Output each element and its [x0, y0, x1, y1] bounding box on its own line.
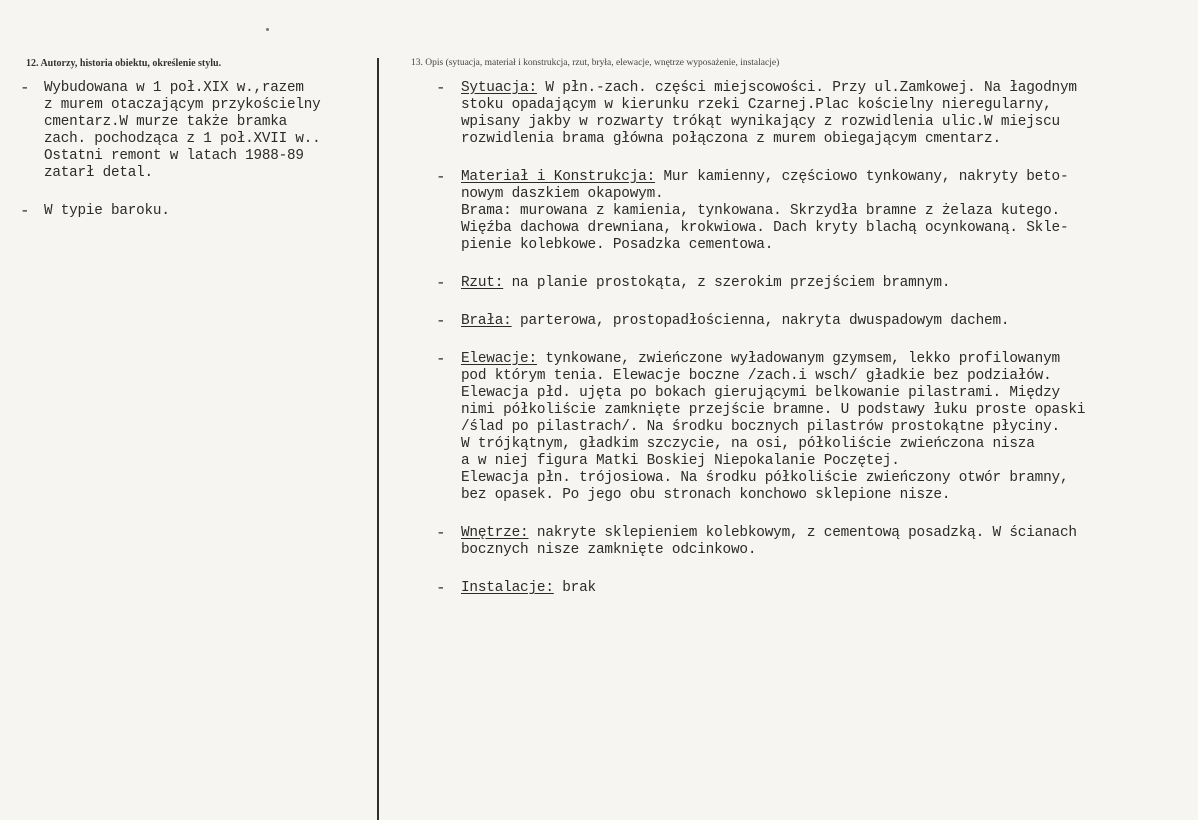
text-line: Ostatni remont w latach 1988-89 — [44, 148, 304, 164]
text-line: Elewacja płn. trójosiowa. Na środku półkoliście zwieńczony otwór bramny, — [461, 470, 1069, 486]
bullet-dash: - — [436, 350, 446, 368]
first-line — [461, 525, 1186, 542]
text-line: pienie kolebkowe. Posadzka cementowa. — [461, 237, 774, 253]
text-line: nowym daszkiem okapowym. — [461, 186, 664, 202]
entry-first-text: tynkowane, zwieńczone wyładowanym gzymsem, lekko profilowanym — [536, 351, 1060, 367]
entry-heading: Sytuacja: — [461, 80, 537, 96]
bullet-dash: - — [436, 524, 446, 542]
bullet-dash: - — [20, 79, 30, 97]
text-line: /ślad po pilastrach/. Na środku bocznych pilastrów prostokątne płyciny. — [461, 419, 1060, 435]
bullet-dash: - — [436, 312, 446, 330]
bullet-dash: - — [436, 579, 446, 597]
entry-first-text: brak — [553, 580, 596, 596]
entry-first-text: parterowa, prostopadłościenna, nakryta dwuspadowym dachem. — [511, 313, 1010, 329]
first-line — [461, 351, 1186, 368]
text-line: Więźba dachowa drewniana, krokwiowa. Dach kryty blachą ocynkowaną. Skle- — [461, 220, 1069, 236]
history-entry — [20, 203, 372, 220]
first-line — [461, 80, 1186, 97]
entry-heading: Elewacje: — [461, 351, 537, 367]
column-divider — [377, 58, 379, 820]
description-column — [436, 80, 1186, 618]
entry-heading: Instalacje: — [461, 580, 554, 596]
history-column — [20, 80, 372, 241]
text-line: bocznych nisze zamknięte odcinkowo. — [461, 542, 757, 558]
text-line: zach. pochodząca z 1 poł.XVII w.. — [44, 131, 321, 147]
section-12-header: 12. Autorzy, historia obiektu, określenie stylu. — [26, 58, 222, 69]
entry-heading: Materiał i Konstrukcja: — [461, 169, 656, 185]
text-line: z murem otaczającym przykościelny — [44, 97, 321, 113]
history-entry — [20, 80, 372, 182]
text-line: nimi półkoliście zamknięte przejście bramne. U podstawy łuku proste opaski — [461, 402, 1086, 418]
description-entry — [436, 169, 1186, 254]
bullet-dash: - — [436, 79, 446, 97]
bullet-dash: - — [20, 202, 30, 220]
description-entry — [436, 80, 1186, 148]
first-line — [461, 169, 1186, 186]
text-line: a w niej figura Matki Boskiej Niepokalanie Poczętej. — [461, 453, 900, 469]
text-line: pod którym tenia. Elewacje boczne /zach.i wsch/ gładkie bez podziałów. — [461, 368, 1052, 384]
text-line: W trójkątnym, gładkim szczycie, na osi, półkoliście zwieńczona nisza — [461, 436, 1035, 452]
section-13-header: 13. Opis (sytuacja, materiał i konstrukcja, rzut, bryła, elewacje, wnętrze wyposażenie, instalacje) — [411, 58, 780, 68]
text-line: Brama: murowana z kamienia, tynkowana. Skrzydła bramne z żelaza kutego. — [461, 203, 1060, 219]
entry-first-text: W płn.-zach. części miejscowości. Przy ul.Zamkowej. Na łagodnym — [536, 80, 1077, 96]
paper-speck — [266, 28, 269, 31]
first-line — [461, 313, 1186, 330]
text-line: bez opasek. Po jego obu stronach konchowo sklepione nisze. — [461, 487, 951, 503]
text-line: wpisany jakby w rozwarty trókąt wynikający z rozwidlenia ulic.W miejscu — [461, 114, 1060, 130]
entry-heading: Brała: — [461, 313, 512, 329]
text-line: zatarł detal. — [44, 165, 153, 181]
entry-heading: Rzut: — [461, 275, 504, 291]
text-line: rozwidlenia brama główna połączona z murem obiegającym cmentarz. — [461, 131, 1001, 147]
bullet-dash: - — [436, 168, 446, 186]
first-line — [461, 275, 1186, 292]
entry-first-text: na planie prostokąta, z szerokim przejściem bramnym. — [503, 275, 951, 291]
text-line: Wybudowana w 1 poł.XIX w.,razem — [44, 80, 304, 96]
text-line: W typie baroku. — [44, 203, 170, 219]
first-line — [461, 580, 1186, 597]
text-line: cmentarz.W murze także bramka — [44, 114, 288, 130]
bullet-dash: - — [436, 274, 446, 292]
description-entry — [436, 351, 1186, 504]
description-entry — [436, 580, 1186, 597]
text-line: Elewacja płd. ujęta po bokach gierującymi belkowanie pilastrami. Między — [461, 385, 1060, 401]
entry-first-text: Mur kamienny, częściowo tynkowany, nakryty beto- — [655, 169, 1069, 185]
entry-heading: Wnętrze: — [461, 525, 529, 541]
entry-first-text: nakryte sklepieniem kolebkowym, z cementową posadzką. W ścianach — [528, 525, 1077, 541]
description-entry — [436, 313, 1186, 330]
description-entry — [436, 525, 1186, 559]
text-line: stoku opadającym w kierunku rzeki Czarnej.Plac kościelny nieregularny, — [461, 97, 1052, 113]
description-entry — [436, 275, 1186, 292]
